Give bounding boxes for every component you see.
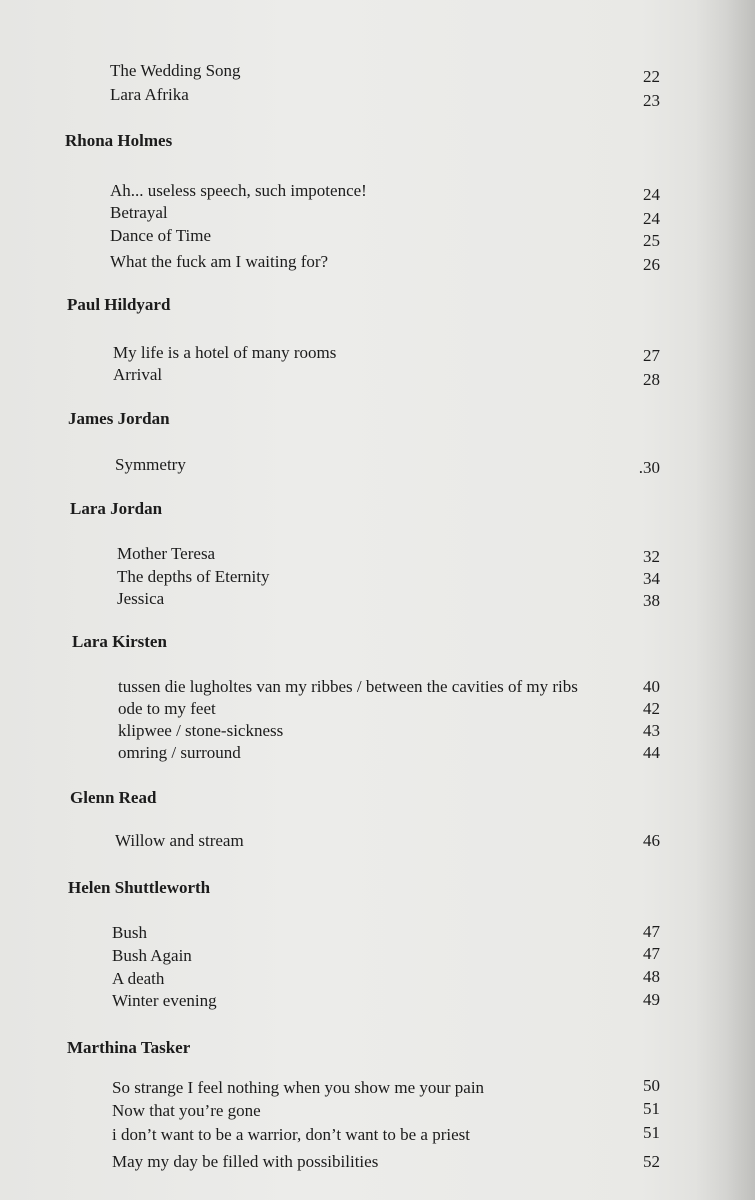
entry-title: Bush Again (112, 946, 192, 965)
entry-page-number: 50 (643, 1076, 660, 1095)
entry-page-number: 42 (643, 699, 660, 718)
entry-page-number: 47 (643, 944, 660, 963)
author-heading: Paul Hildyard (67, 295, 171, 314)
entry-page-number: 32 (643, 547, 660, 566)
entry-page-number: 52 (643, 1152, 660, 1171)
entry-page-number: 44 (643, 743, 660, 762)
entry-page-number: 25 (643, 231, 660, 250)
author-heading: Helen Shuttleworth (68, 878, 211, 897)
entry-title: Betrayal (110, 203, 168, 222)
entry-title: Mother Teresa (117, 544, 216, 563)
entry-title: What the fuck am I waiting for? (110, 252, 329, 271)
entry-title: ode to my feet (118, 699, 216, 718)
entry-page-number: 34 (643, 569, 660, 588)
entry-title: tussen die lugholtes van my ribbes / between the cavities of my ribs (118, 677, 578, 696)
entry-title: Jessica (117, 589, 165, 608)
entry-title: The depths of Eternity (117, 567, 270, 586)
author-heading: Rhona Holmes (65, 131, 173, 150)
page-fold-shadow (695, 0, 755, 1200)
entry-title: Bush (112, 923, 147, 942)
entry-page-number: 22 (643, 67, 660, 86)
entry-title: Dance of Time (110, 226, 212, 245)
entry-page-number: 28 (643, 370, 660, 389)
entry-page-number: 51 (643, 1099, 660, 1118)
entry-page-number: 23 (643, 91, 660, 110)
entry-page-number: .30 (638, 458, 660, 477)
entry-title: i don’t want to be a warrior, don’t want to be a priest (112, 1125, 470, 1144)
entry-page-number: 46 (643, 831, 660, 850)
entry-page-number: 40 (643, 677, 660, 696)
entry-title: Ah... useless speech, such impotence! (110, 181, 367, 200)
entry-page-number: 47 (643, 922, 660, 941)
entry-title: A death (112, 969, 165, 988)
entry-page-number: 27 (643, 346, 660, 365)
entry-page-number: 51 (643, 1123, 660, 1142)
entry-title: klipwee / stone-sickness (118, 721, 284, 740)
entry-page-number: 43 (643, 721, 660, 740)
entry-title: My life is a hotel of many rooms (113, 343, 337, 362)
entry-title: Arrival (113, 365, 163, 384)
entry-title: May my day be filled with possibilities (112, 1152, 379, 1171)
author-heading: Lara Kirsten (72, 632, 167, 651)
entry-page-number: 26 (643, 255, 660, 274)
entry-page-number: 24 (643, 209, 660, 228)
entry-title: Now that you’re gone (112, 1101, 261, 1120)
entry-title: Willow and stream (115, 831, 244, 850)
entry-page-number: 38 (643, 591, 660, 610)
entry-page-number: 49 (643, 990, 660, 1009)
entry-title: Symmetry (115, 455, 186, 474)
author-heading: Marthina Tasker (67, 1038, 191, 1057)
entry-title: omring / surround (118, 743, 241, 762)
entry-title: So strange I feel nothing when you show me your pain (112, 1078, 485, 1097)
entry-title: Winter evening (112, 991, 217, 1010)
author-heading: Lara Jordan (70, 499, 163, 518)
entry-title: The Wedding Song (110, 61, 241, 80)
entry-page-number: 24 (643, 185, 660, 204)
entry-title: Lara Afrika (110, 85, 189, 104)
author-heading: Glenn Read (70, 788, 157, 807)
entry-page-number: 48 (643, 967, 660, 986)
author-heading: James Jordan (68, 409, 170, 428)
